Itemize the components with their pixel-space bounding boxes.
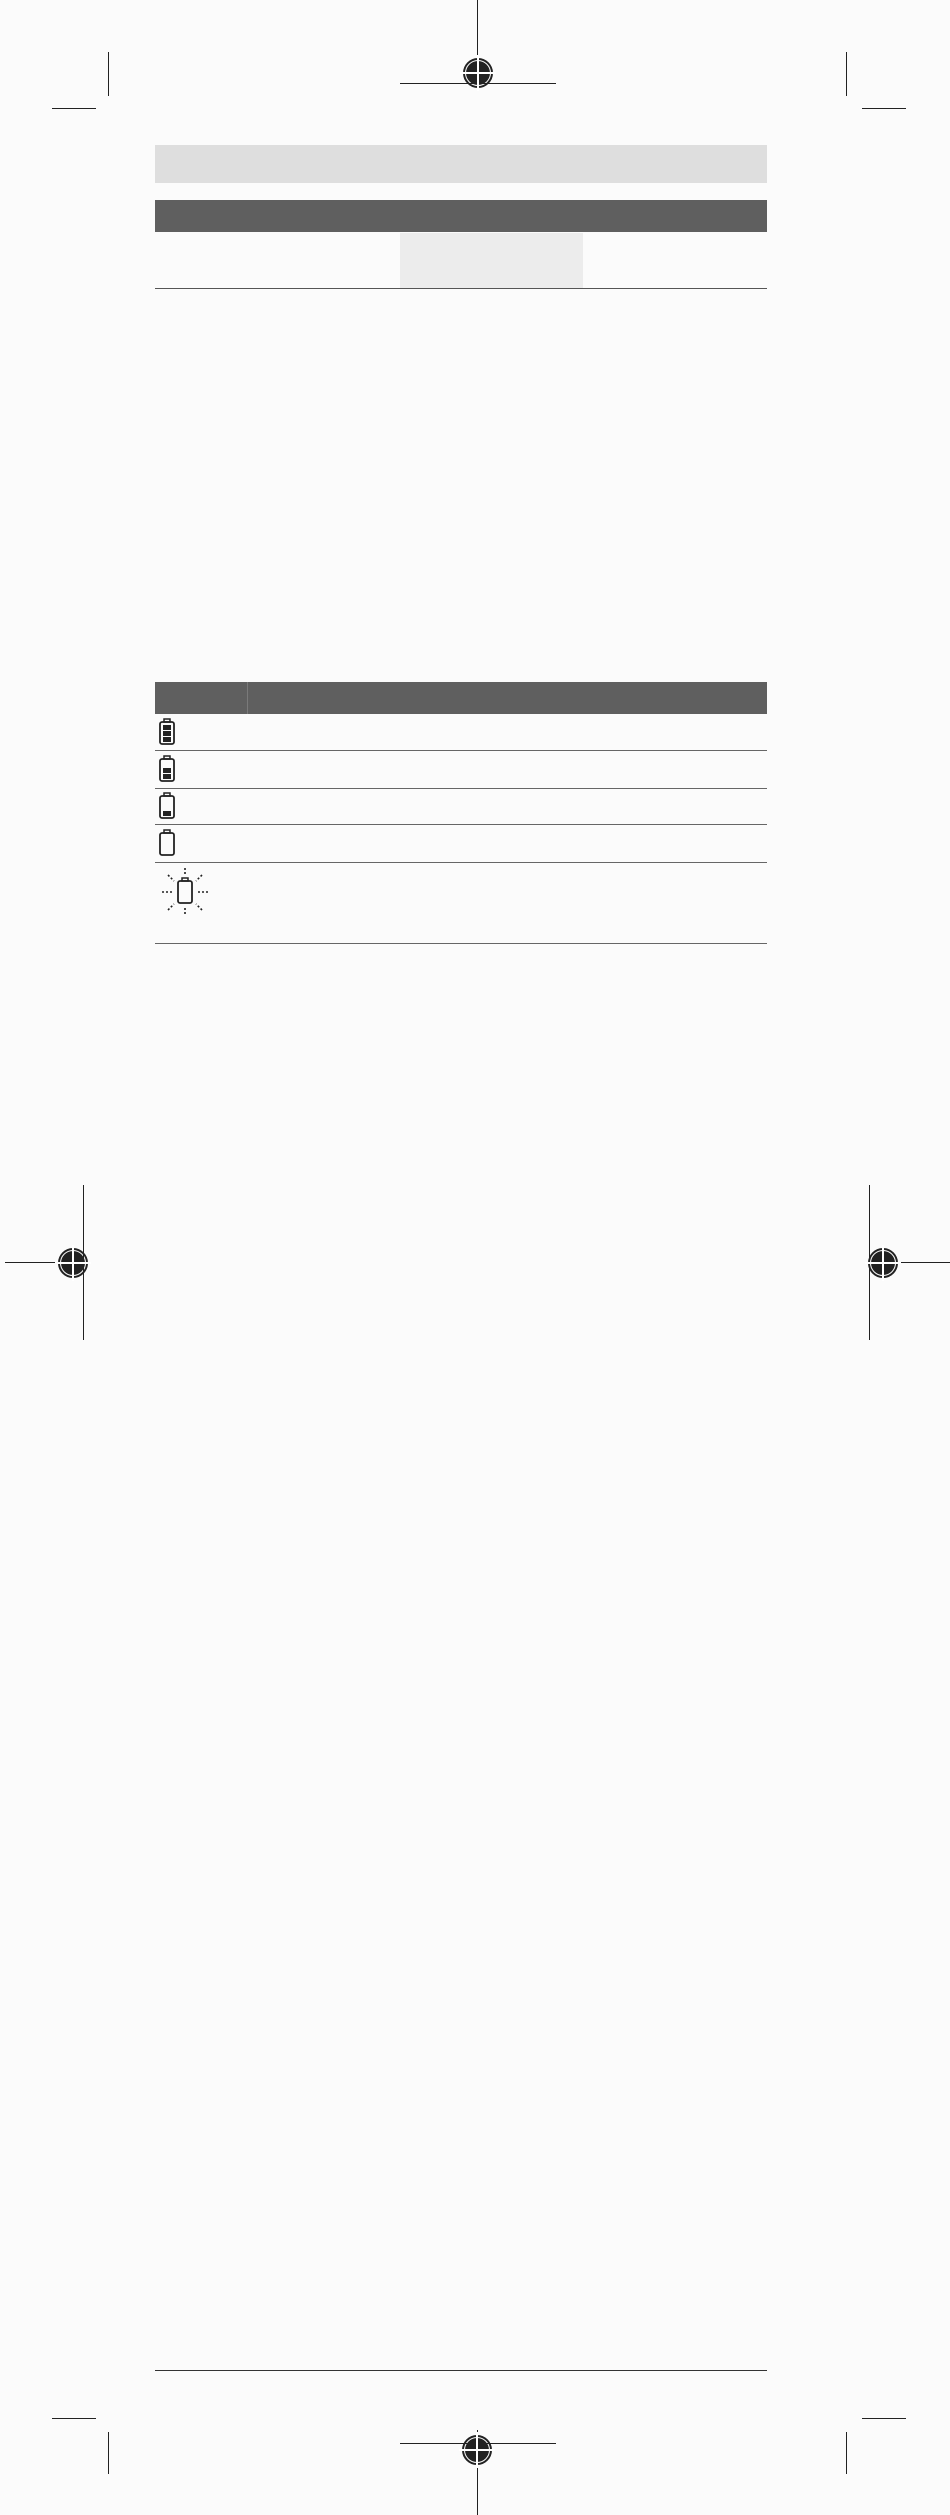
- battery-table-bottom-rule: [155, 943, 767, 944]
- table-bottom-rule: [155, 288, 767, 289]
- crop-mark-bottom-left-v: [108, 2432, 109, 2474]
- battery-one-third-icon: [158, 792, 176, 820]
- registration-mark-icon: [853, 1233, 913, 1293]
- battery-empty-blinking-icon: [160, 868, 210, 924]
- battery-table-row-divider: [155, 862, 767, 863]
- crop-mark-top-left-v: [108, 52, 109, 96]
- crop-mark-top-right-h: [862, 108, 906, 109]
- registration-mark-icon: [448, 43, 508, 103]
- section-header-band: [155, 145, 767, 183]
- registration-mark-icon: [43, 1233, 103, 1293]
- battery-table-row-divider: [155, 788, 767, 789]
- table-header-band: [155, 200, 767, 232]
- battery-empty-icon: [158, 829, 176, 857]
- battery-table-column-divider: [247, 682, 248, 714]
- crop-mark-top-left-h: [52, 108, 96, 109]
- page-footer-rule: [155, 2370, 767, 2371]
- shaded-table-cell: [400, 233, 583, 288]
- battery-full-icon: [158, 718, 176, 746]
- crop-mark-bottom-right-h: [862, 2418, 906, 2419]
- battery-table-row-divider: [155, 824, 767, 825]
- crop-mark-bottom-left-h: [52, 2418, 96, 2419]
- battery-two-thirds-icon: [158, 755, 176, 783]
- crop-mark-top-right-v: [846, 52, 847, 96]
- battery-table-header: [155, 682, 767, 714]
- battery-table-row-divider: [155, 750, 767, 751]
- crop-mark-bottom-right-v: [846, 2432, 847, 2474]
- registration-mark-icon: [447, 2420, 507, 2480]
